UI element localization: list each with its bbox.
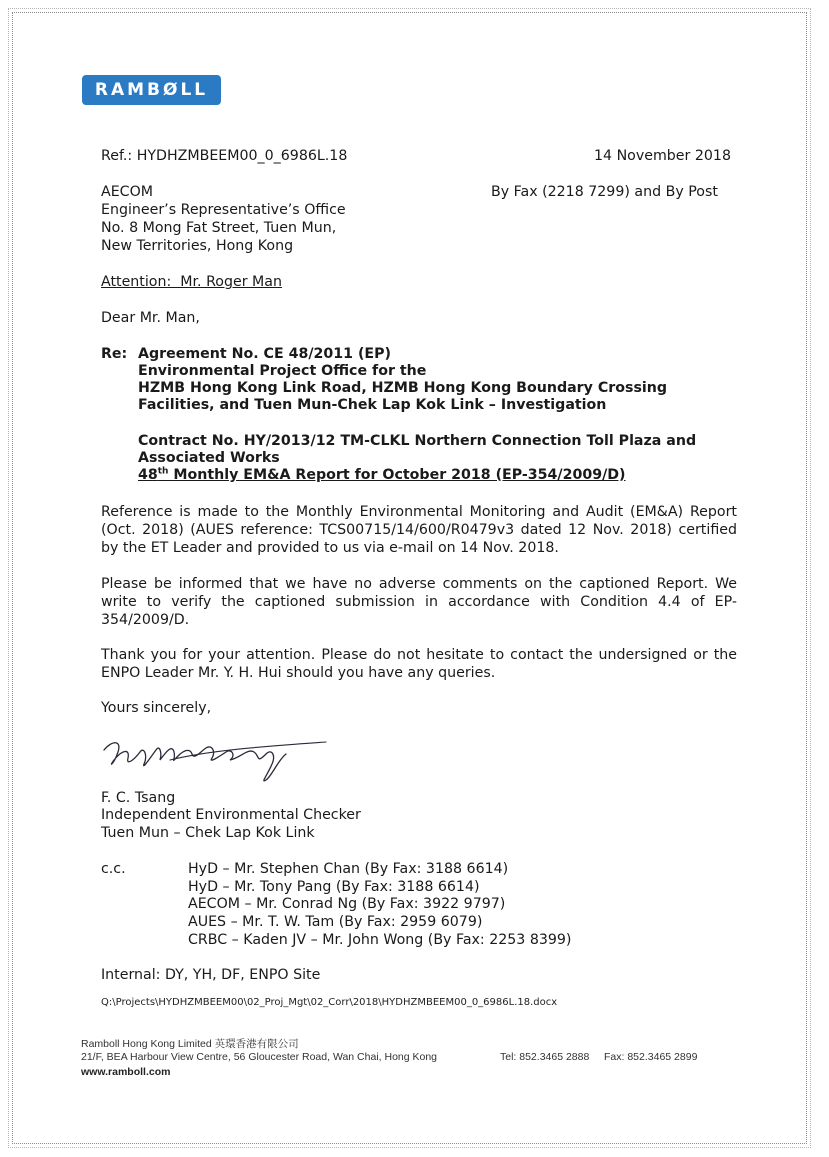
footer-address: 21/F, BEA Harbour View Centre, 56 Gloucester Road, Wan Chai, Hong Kong bbox=[81, 1051, 438, 1063]
cc-label: c.c. bbox=[101, 861, 126, 877]
salutation: Dear Mr. Man, bbox=[101, 310, 200, 326]
letter-date: 14 November 2018 bbox=[594, 148, 731, 164]
footer-website[interactable]: www.ramboll.com bbox=[81, 1066, 171, 1078]
body-paragraph: Thank you for your attention. Please do not hesitate to contact the undersigned or the ENPO Leader Mr. Y. H. Hui should you have any queries. bbox=[101, 647, 737, 681]
report-title bbox=[138, 466, 626, 484]
address-line: AECOM bbox=[101, 184, 153, 200]
footer-fax: Fax: 852.3465 2899 bbox=[604, 1051, 698, 1063]
report-number: 48 bbox=[138, 467, 158, 483]
body-paragraph: Reference is made to the Monthly Environmental Monitoring and Audit (EM&A) Report (Oct. 2018) (AUES reference: TCS00715/14/600/R0479v3 dated 12 Nov. 2018) certified by the ET Leader and provided to us via e-mail on 14 Nov. 2018. bbox=[101, 504, 737, 556]
reference-number: Ref.: HYDHZMBEEM00_0_6986L.18 bbox=[101, 148, 348, 164]
attention-line: Attention: Mr. Roger Man bbox=[101, 274, 282, 290]
subject-line: HZMB Hong Kong Link Road, HZMB Hong Kong Boundary Crossing bbox=[138, 380, 668, 396]
cc-item: HyD – Mr. Stephen Chan (By Fax: 3188 6614) bbox=[188, 861, 509, 877]
signatory-name: F. C. Tsang bbox=[101, 790, 176, 806]
footer-tel: Tel: 852.3465 2888 bbox=[500, 1051, 590, 1063]
address-line: New Territories, Hong Kong bbox=[101, 238, 294, 254]
closing: Yours sincerely, bbox=[101, 700, 212, 716]
contract-line: Associated Works bbox=[138, 450, 280, 466]
re-label: Re: bbox=[101, 346, 128, 362]
signatory-project: Tuen Mun – Chek Lap Kok Link bbox=[101, 825, 315, 841]
report-title-text: Monthly EM&A Report for October 2018 (EP-354/2009/D) bbox=[168, 467, 626, 483]
delivery-method: By Fax (2218 7299) and By Post bbox=[491, 184, 718, 200]
subject-line: Agreement No. CE 48/2011 (EP) bbox=[138, 346, 392, 362]
internal-distribution: Internal: DY, YH, DF, ENPO Site bbox=[101, 967, 321, 983]
subject-line: Facilities, and Tuen Mun-Chek Lap Kok Link – Investigation bbox=[138, 397, 607, 413]
cc-item: AUES – Mr. T. W. Tam (By Fax: 2959 6079) bbox=[188, 914, 483, 930]
signatory-title: Independent Environmental Checker bbox=[101, 807, 361, 823]
subject-line: Environmental Project Office for the bbox=[138, 363, 427, 379]
cc-item: AECOM – Mr. Conrad Ng (By Fax: 3922 9797) bbox=[188, 896, 506, 912]
cc-item: HyD – Mr. Tony Pang (By Fax: 3188 6614) bbox=[188, 879, 480, 895]
contract-line: Contract No. HY/2013/12 TM-CLKL Northern Connection Toll Plaza and bbox=[138, 433, 697, 449]
address-line: Engineer’s Representative’s Office bbox=[101, 202, 346, 218]
body-paragraph: Please be informed that we have no adverse comments on the captioned Report. We write to verify the captioned submission in accordance with Condition 4.4 of EP-354/2009/D. bbox=[101, 576, 737, 628]
handwritten-signature bbox=[100, 730, 330, 790]
footer-company: Ramboll Hong Kong Limited 英環香港有限公司 bbox=[81, 1038, 299, 1050]
ramboll-logo: RAMBØLL bbox=[82, 75, 221, 105]
report-number-suffix: th bbox=[157, 466, 169, 477]
cc-item: CRBC – Kaden JV – Mr. John Wong (By Fax: 2253 8399) bbox=[188, 932, 572, 948]
address-line: No. 8 Mong Fat Street, Tuen Mun, bbox=[101, 220, 337, 236]
file-path: Q:\Projects\HYDHZMBEEM00\02_Proj_Mgt\02_Corr\2018\HYDHZMBEEM00_0_6986L.18.docx bbox=[101, 997, 558, 1008]
